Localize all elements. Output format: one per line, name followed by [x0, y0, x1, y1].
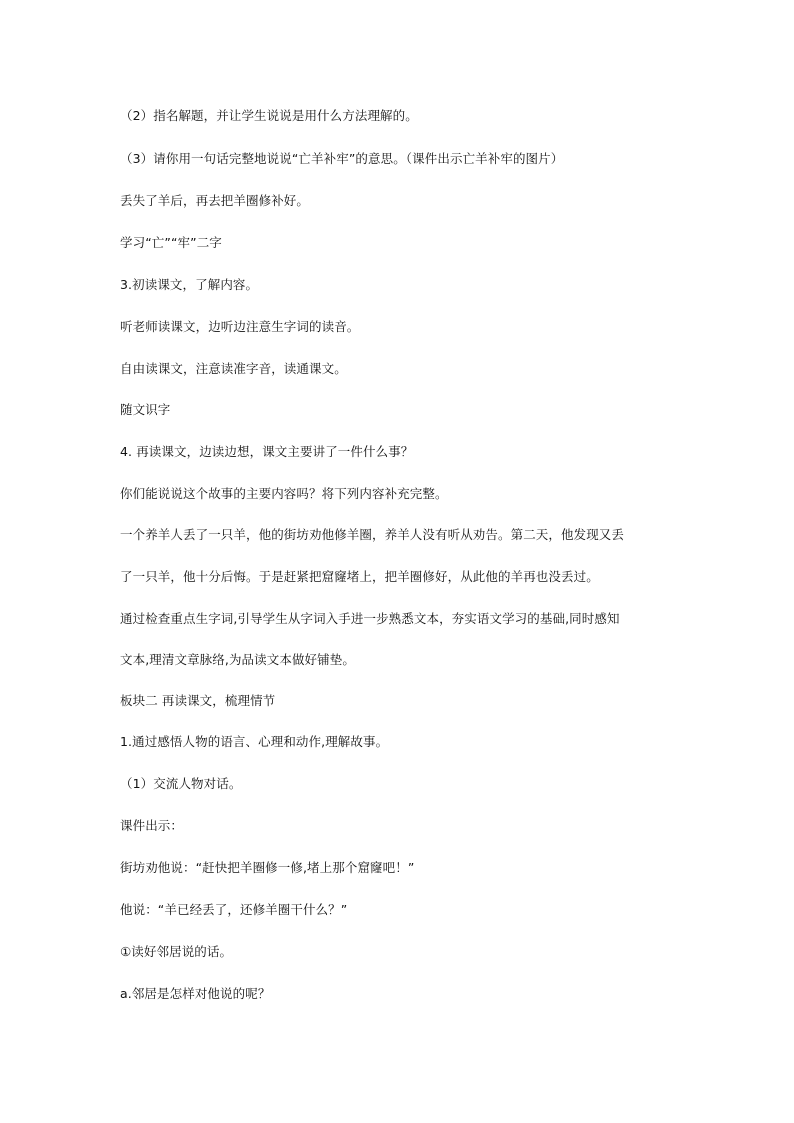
text-line-13: 通过检查重点生字词,引导学生从字词入手进一步熟悉文本，夯实语文学习的基础,同时感知	[120, 611, 620, 626]
text-line-6: 听老师读课文，边听边注意生字词的读音。	[120, 319, 360, 334]
text-line-20: 他说：“羊已经丢了，还修羊圈干什么？”	[120, 902, 348, 917]
text-line-12: 了一只羊，他十分后悔。于是赶紧把窟窿堵上，把羊圈修好，从此他的羊再也没丢过。	[120, 569, 599, 584]
text-line-2: （3）请你用一句话完整地说说“亡羊补牢”的意思。（课件出示亡羊补牢的图片）	[120, 151, 564, 166]
text-line-4: 学习“亡”“牢”二字	[120, 235, 222, 250]
text-line-10: 你们能说说这个故事的主要内容吗？将下列内容补充完整。	[120, 486, 448, 501]
text-line-1: （2）指名解题，并让学生说说是用什么方法理解的。	[120, 108, 418, 123]
text-line-18: 课件出示：	[120, 818, 184, 833]
text-line-5: 3.初读课文，了解内容。	[120, 277, 259, 292]
text-line-21: ①读好邻居说的话。	[120, 944, 233, 959]
text-line-9: 4. 再读课文，边读边想，课文主要讲了一件什么事？	[120, 444, 414, 459]
text-line-14: 文本,理清文章脉络,为品读文本做好铺垫。	[120, 652, 355, 667]
text-line-17: （1）交流人物对话。	[120, 776, 242, 791]
text-line-22: a.邻居是怎样对他说的呢？	[120, 986, 271, 1001]
text-line-8: 随文识字	[120, 402, 171, 417]
text-line-7: 自由读课文，注意读准字音，读通课文。	[120, 361, 347, 376]
text-line-3: 丢失了羊后，再去把羊圈修补好。	[120, 193, 310, 208]
text-line-19: 街坊劝他说：“赶快把羊圈修一修,堵上那个窟窿吧！”	[120, 860, 415, 875]
text-line-15: 板块二 再读课文，梳理情节	[120, 693, 276, 708]
text-line-11: 一个养羊人丢了一只羊，他的街坊劝他修羊圈，养羊人没有听从劝告。第二天，他发现又丢	[120, 527, 625, 542]
text-line-16: 1.通过感悟人物的语言、心理和动作,理解故事。	[120, 734, 389, 749]
